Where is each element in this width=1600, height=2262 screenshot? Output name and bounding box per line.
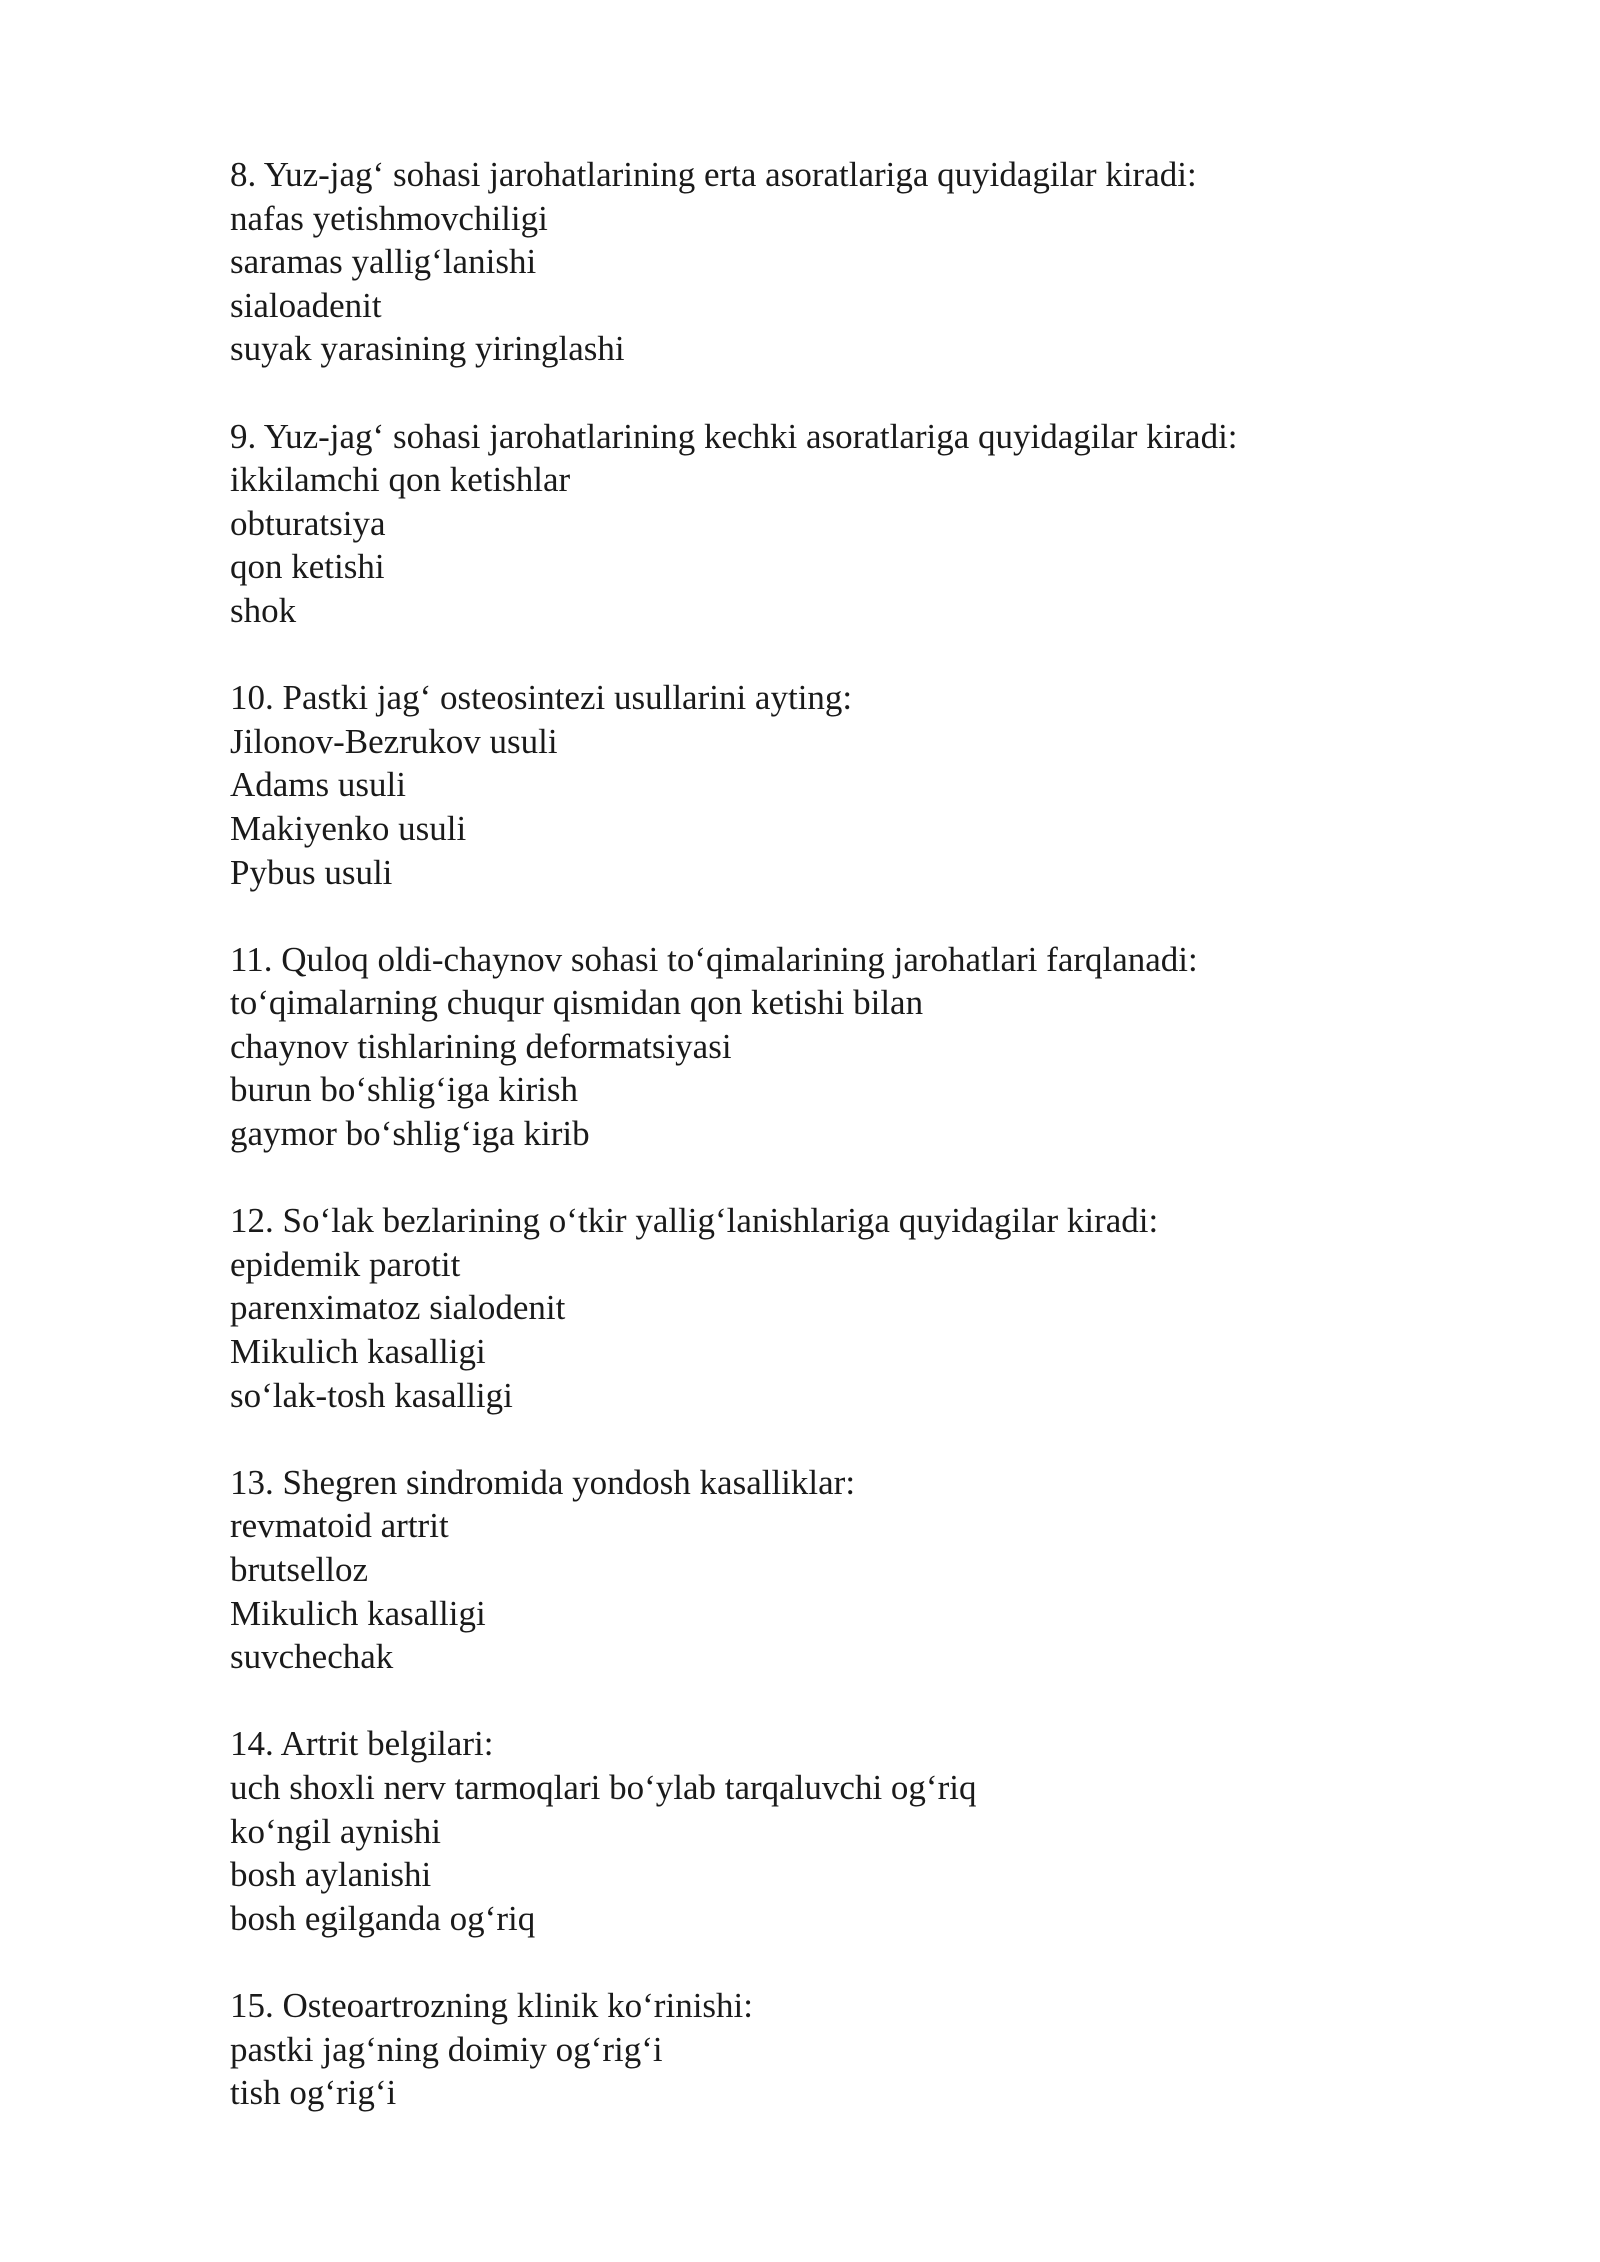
answer-option: Makiyenko usuli <box>230 808 467 848</box>
answer-option: to‘qimalarning chuqur qismidan qon ketishi bilan <box>230 983 924 1023</box>
answer-option: so‘lak-tosh kasalligi <box>230 1375 513 1415</box>
answer-option: epidemik parotit <box>230 1244 461 1284</box>
answer-option: shok <box>230 590 297 630</box>
answer-option: ikkilamchi qon ketishlar <box>230 460 571 500</box>
answer-option: obturatsiya <box>230 503 386 543</box>
answer-option: sialoadenit <box>230 285 382 325</box>
question-14 <box>230 1722 1430 1940</box>
answer-option: ko‘ngil aynishi <box>230 1811 441 1851</box>
answer-option: Adams usuli <box>230 765 406 805</box>
question-prompt: 9. Yuz-jag‘ sohasi jarohatlarining kechki asoratlariga quyidagilar kiradi: <box>230 416 1238 456</box>
question-prompt: 14. Artrit belgilari: <box>230 1724 494 1764</box>
answer-option: suyak yarasining yiringlashi <box>230 329 625 369</box>
answer-option: parenximatoz sialodenit <box>230 1288 566 1328</box>
answer-option: gaymor bo‘shlig‘iga kirib <box>230 1114 590 1154</box>
answer-option: chaynov tishlarining deformatsiyasi <box>230 1026 732 1066</box>
question-prompt: 13. Shegren sindromida yondosh kasalliklar: <box>230 1462 856 1502</box>
answer-option: suvchechak <box>230 1637 394 1677</box>
answer-option: Pybus usuli <box>230 852 393 892</box>
question-11 <box>230 938 1430 1156</box>
answer-option: revmatoid artrit <box>230 1506 449 1546</box>
answer-option: tish og‘rig‘i <box>230 2073 397 2113</box>
question-prompt: 12. So‘lak bezlarining o‘tkir yallig‘lanishlariga quyidagilar kiradi: <box>230 1201 1159 1241</box>
answer-option: Mikulich kasalligi <box>230 1332 486 1372</box>
question-8 <box>230 153 1430 371</box>
answer-option: bosh aylanishi <box>230 1855 432 1895</box>
answer-option: Jilonov-Bezrukov usuli <box>230 721 558 761</box>
question-prompt: 15. Osteoartrozning klinik ko‘rinishi: <box>230 1985 753 2025</box>
question-13 <box>230 1461 1430 1679</box>
answer-option: pastki jag‘ning doimiy og‘rig‘i <box>230 2029 663 2069</box>
question-prompt: 10. Pastki jag‘ osteosintezi usullarini ayting: <box>230 678 853 718</box>
question-prompt: 8. Yuz-jag‘ sohasi jarohatlarining erta asoratlariga quyidagilar kiradi: <box>230 155 1197 194</box>
answer-option: saramas yallig‘lanishi <box>230 242 537 282</box>
answer-option: bosh egilganda og‘riq <box>230 1898 536 1938</box>
answer-option: Mikulich kasalligi <box>230 1593 486 1633</box>
question-10 <box>230 676 1430 894</box>
question-12 <box>230 1199 1430 1417</box>
question-9 <box>230 415 1430 633</box>
answer-option: brutselloz <box>230 1550 369 1589</box>
question-prompt: 11. Quloq oldi-chaynov sohasi to‘qimalarining jarohatlari farqlanadi: <box>230 939 1198 979</box>
answer-option: qon ketishi <box>230 547 385 587</box>
answer-option: uch shoxli nerv tarmoqlari bo‘ylab tarqaluvchi og‘riq <box>230 1767 977 1807</box>
question-15 <box>230 1984 1430 2115</box>
answer-option: nafas yetishmovchiligi <box>230 198 548 238</box>
answer-option: burun bo‘shlig‘iga kirish <box>230 1070 579 1110</box>
document-page <box>230 153 1430 2158</box>
